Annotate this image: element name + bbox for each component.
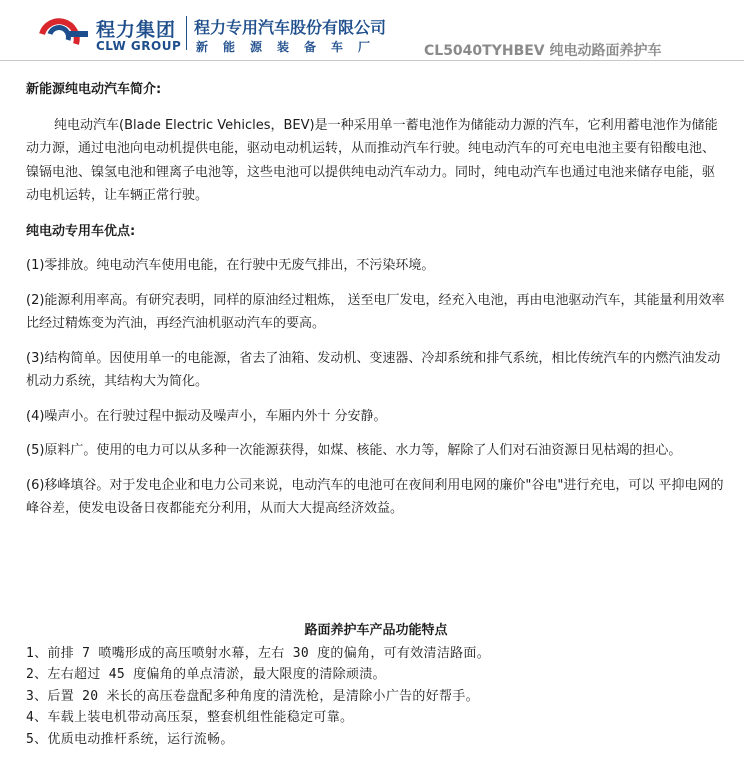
brand-name-cn: 程力集团 (96, 19, 177, 41)
feature-item: 2、左右超过 45 度偏角的单点清淤，最大限度的清除顽渍。 (26, 667, 386, 683)
feature-item: 4、车载上装电机带动高压泵，整套机组性能稳定可靠。 (26, 710, 354, 726)
intro-paragraph: 纯电动汽车(Blade Electric Vehicles，BEV)是一种采用单一蓄电池作为储能动力源的汽车，它利用蓄电池作为储能动力源，通过电池向电动机提供电能，驱动电动机运转，从而推动汽车行驶。纯电动汽车的可充电电池主要有铅酸电池、镍镉电池、镍氢电池和锂离子电池等，这些电池可以提供纯电动汽车动力。同时，纯电动汽车也通过电池来储存电能，驱动电机运转，让车辆正常行驶。 (26, 117, 718, 203)
feature-item: 5、优质电动推杆系统，运行流畅。 (26, 731, 234, 747)
advantages-heading: 纯电动专用车优点: (26, 223, 136, 239)
company-slogan: 新能源装备车厂 (196, 40, 386, 54)
header-rule (0, 60, 744, 61)
company-name: 程力专用汽车股份有限公司 (194, 18, 387, 37)
features-section (26, 620, 726, 751)
advantage-item: (2)能源利用率高。有研究表明，同样的原油经过粗炼， 送至电厂发电，经充入电池，再由电池驱动汽车，其能量利用效率比经过精炼变为汽油，再经汽油机驱动汽车的要高。 (26, 292, 725, 331)
feature-item: 1、前排 7 喷嘴形成的高压喷射水幕，左右 30 度的偏角，可有效清洁路面。 (26, 645, 491, 661)
advantage-item: (5)原料广。使用的电力可以从多种一次能源获得，如煤、核能、水力等，解除了人们对石油资源日见枯竭的担心。 (26, 443, 682, 458)
advantage-item: (6)移峰填谷。对于发电企业和电力公司来说，电动汽车的电池可在夜间利用电网的廉价"谷电"进行充电，可以 平抑电网的峰谷差，使发电设备日夜都能充分利用，从而大大提高经济效益。 (26, 477, 724, 516)
features-title: 路面养护车产品功能特点 (304, 623, 448, 638)
clw-logo-icon (36, 14, 90, 54)
intro-heading: 新能源纯电动汽车简介: (26, 82, 162, 97)
model-title: CL5040TYHBEV 纯电动路面养护车 (424, 43, 662, 59)
brand-divider (186, 16, 187, 50)
advantage-item: (4)噪声小。在行驶过程中振动及噪声小，车厢内外十 分安静。 (26, 408, 387, 424)
document-body (26, 78, 726, 521)
feature-item: 3、后置 20 米长的高压卷盘配多种角度的清洗枪，是清除小广告的好帮手。 (26, 688, 479, 704)
brand-name-en: CLW GROUP (96, 39, 182, 53)
document-header (0, 0, 744, 64)
advantage-item: (3)结构简单。因使用单一的电能源，省去了油箱、发动机、变速器、冷却系统和排气系统，相比传统汽车的内燃汽油发动机动力系统，其结构大为简化。 (26, 350, 721, 389)
advantage-item: (1)零排放。纯电动汽车使用电能，在行驶中无废气排出，不污染环境。 (26, 258, 435, 273)
